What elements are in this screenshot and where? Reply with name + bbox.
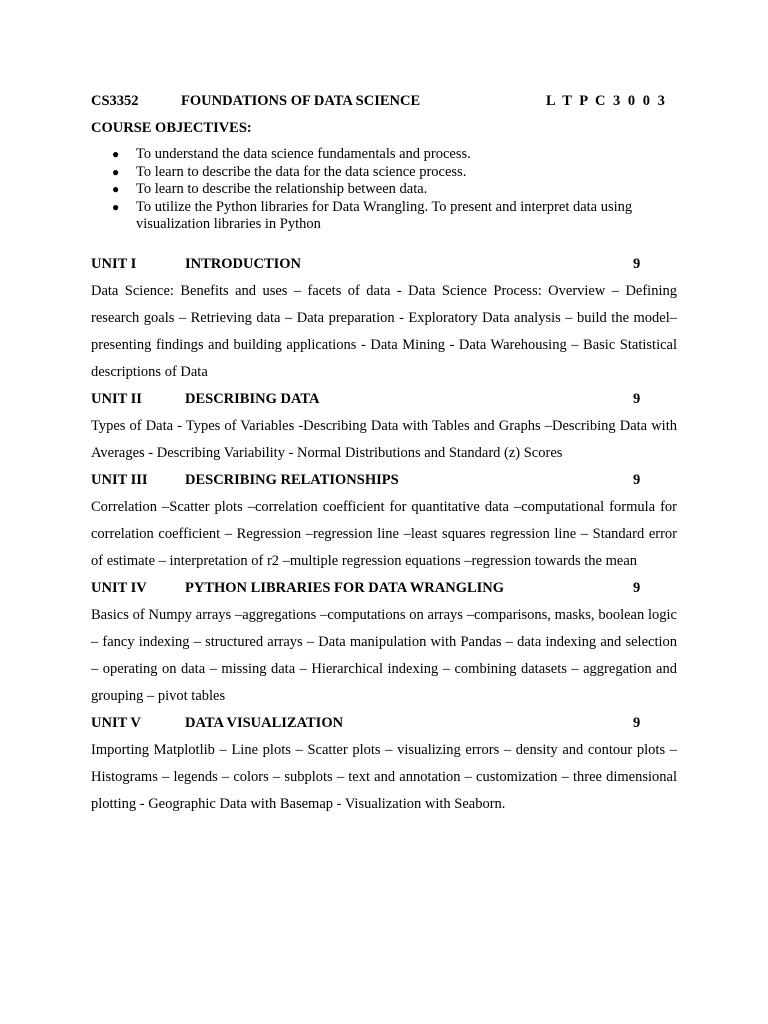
- unit-number: UNIT II: [91, 390, 142, 407]
- unit-number: UNIT I: [91, 255, 137, 272]
- objective-item: [91, 164, 677, 182]
- unit-body: Data Science: Benefits and uses – facets of data - Data Science Process: Overview – Defining research goals – Retrieving data – Data preparation - Exploratory Data analysis – build the model– presenting findings and building applications - Data Mining - Data Warehousing – Basic Statistical descriptions of Data: [91, 282, 677, 380]
- unit-title: DESCRIBING RELATIONSHIPS: [185, 471, 399, 488]
- unit-heading: [91, 575, 677, 602]
- objective-item: [91, 181, 677, 199]
- unit-body: Basics of Numpy arrays –aggregations –computations on arrays –comparisons, masks, boolean logic – fancy indexing – structured arrays – Data manipulation with Pandas – data indexing and selection – operating on data – missing data – Hierarchical indexing – combining datasets – aggregation and grouping – pivot tables: [91, 606, 677, 704]
- bullet-icon: ●: [112, 147, 120, 161]
- unit-heading: [91, 710, 677, 737]
- course-header: [91, 93, 677, 113]
- syllabus-page: [91, 93, 677, 818]
- unit-body: Types of Data - Types of Variables -Describing Data with Tables and Graphs –Describing Data with Averages - Describing Variability - Normal Distributions and Standard (z) Scores: [91, 417, 677, 461]
- unit-hours: 9: [633, 390, 641, 407]
- course-title: FOUNDATIONS OF DATA SCIENCE: [181, 93, 421, 109]
- bullet-icon: ●: [112, 164, 120, 179]
- objectives-heading: COURSE OBJECTIVES:: [91, 120, 252, 136]
- unit-number: UNIT IV: [91, 579, 147, 596]
- unit-hours: 9: [633, 255, 641, 272]
- unit-title: PYTHON LIBRARIES FOR DATA WRANGLING: [185, 579, 505, 596]
- unit-title: DATA VISUALIZATION: [185, 714, 344, 731]
- objective-text: To learn to describe the relationship between data.: [136, 181, 428, 197]
- unit-number: UNIT III: [91, 471, 148, 488]
- objectives-list: [91, 146, 677, 234]
- objective-text: To understand the data science fundamentals and process.: [136, 146, 471, 162]
- unit-hours: 9: [633, 471, 641, 488]
- unit-title: INTRODUCTION: [185, 255, 302, 272]
- unit-number: UNIT V: [91, 714, 141, 731]
- unit-hours: 9: [633, 714, 641, 731]
- unit-title: DESCRIBING DATA: [185, 390, 320, 407]
- course-code: CS3352: [91, 93, 139, 109]
- objective-item: [91, 199, 677, 234]
- unit-hours: 9: [633, 579, 641, 596]
- unit-body: Correlation –Scatter plots –correlation coefficient for quantitative data –computational formula for correlation coefficient – Regression –regression line –least squares regression line – Standard error of estimate – interpretation of r2 –multiple regression equations –regression towards the mean: [91, 498, 677, 569]
- unit-heading: [91, 251, 677, 278]
- objective-text: To utilize the Python libraries for Data Wrangling. To present and interpret data using visualization libraries in Python: [136, 198, 633, 232]
- objective-text: To learn to describe the data for the data science process.: [136, 163, 467, 180]
- bullet-icon: ●: [112, 199, 120, 214]
- unit-body: Importing Matplotlib – Line plots – Scatter plots – visualizing errors – density and contour plots – Histograms – legends – colors – subplots – text and annotation – customization – three dimensional plotting - Geographic Data with Basemap - Visualization with Seaborn.: [91, 741, 677, 812]
- objective-item: [91, 146, 677, 164]
- bullet-icon: ●: [112, 182, 120, 196]
- unit-heading: [91, 467, 677, 494]
- unit-heading: [91, 386, 677, 413]
- course-ltpc: L T P C 3 0 0 3: [546, 93, 667, 109]
